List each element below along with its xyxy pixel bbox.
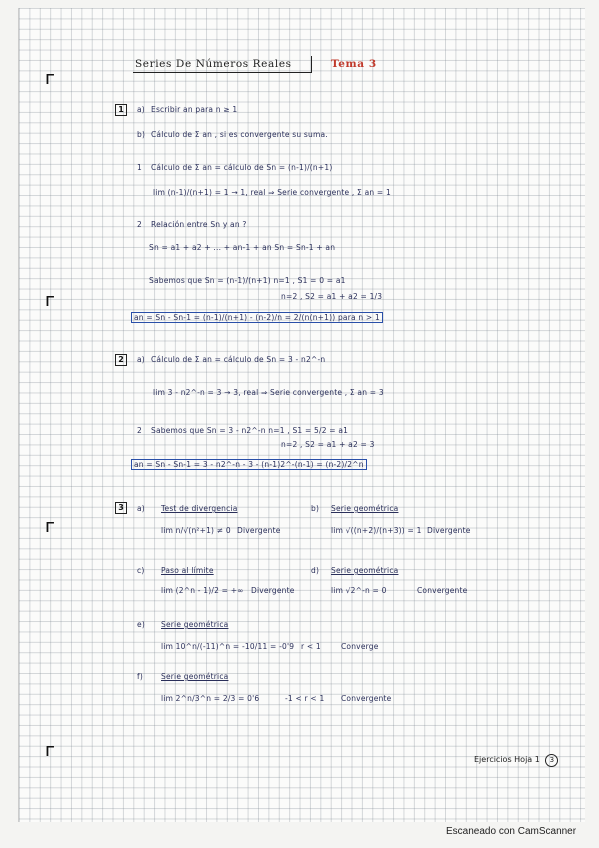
ex1-step2-line: Sn = a1 + a2 + ... + an-1 + an Sn = Sn-1 + an <box>149 243 336 252</box>
ex3-f-result: Convergente <box>341 694 392 703</box>
ex2-b-line: n=2 , S2 = a1 + a2 = 3 <box>281 440 375 449</box>
ex3-b-result: Divergente <box>427 526 471 535</box>
exercise-number: 3 <box>115 502 127 514</box>
ex3-e-label: e) <box>137 620 145 629</box>
ex3-c-label: c) <box>137 566 145 575</box>
page-title: Series De Números Reales <box>135 58 292 70</box>
footer-text: Ejercicios Hoja 1 <box>474 755 540 764</box>
binder-ring-icon: ᴦ <box>45 68 56 89</box>
ex1-step2-result <box>131 313 383 322</box>
ex1-b-text: Cálculo de Σ an , si es convergente su suma. <box>151 130 328 139</box>
grid-paper-sheet <box>18 8 585 822</box>
ex3-b-expr: lim √((n+2)/(n+3)) = 1 <box>331 526 422 535</box>
page-number: 3 <box>545 754 558 767</box>
ex3-e-extra: r < 1 <box>301 642 321 651</box>
ex3-f-label: f) <box>137 672 143 681</box>
ex3-c-title: Paso al límite <box>161 566 214 575</box>
ex1-result-box: an = Sn - Sn-1 = (n-1)/(n+1) - (n-2)/n = 2/(n(n+1)) para n > 1 <box>131 312 383 323</box>
ex3-d-expr: lim √2^-n = 0 <box>331 586 387 595</box>
ex1-a-text: Escribir an para n ≥ 1 <box>151 105 238 114</box>
ex2-result-box: an = Sn - Sn-1 = 3 - n2^-n - 3 - (n-1)2^-(n-1) = (n-2)/2^n <box>131 459 367 470</box>
ex1-step2-line: Sabemos que Sn = (n-1)/(n+1) n=1 , S1 = 0 = a1 <box>149 276 346 285</box>
ex1-b-label: b) <box>137 130 146 139</box>
page-footer <box>474 754 558 767</box>
ex3-b-label: b) <box>311 504 320 513</box>
binder-ring-icon: ᴦ <box>45 740 56 761</box>
ex3-a-label: a) <box>137 504 145 513</box>
exercise-number: 1 <box>115 104 127 116</box>
binder-ring-icon: ᴦ <box>45 290 56 311</box>
ex3-f-expr: lim 2^n/3^n = 2/3 = 0'6 <box>161 694 260 703</box>
ex2-b-result <box>131 460 367 469</box>
ex3-a-result: Divergente <box>237 526 281 535</box>
scanner-watermark: Escaneado con CamScanner <box>446 826 577 837</box>
ex3-b-title: Serie geométrica <box>331 504 399 513</box>
ex3-e-title: Serie geométrica <box>161 620 229 629</box>
ex1-step2-line: n=2 , S2 = a1 + a2 = 1/3 <box>281 292 383 301</box>
ex3-c-expr: lim (2^n - 1)/2 = +∞ <box>161 586 244 595</box>
ex3-e-result: Converge <box>341 642 379 651</box>
binder-ring-icon: ᴦ <box>45 516 56 537</box>
ex3-f-extra: -1 < r < 1 <box>285 694 325 703</box>
ex1-step2-text: Relación entre Sn y an ? <box>151 220 247 229</box>
ex2-b-text: Sabemos que Sn = 3 - n2^-n n=1 , S1 = 5/2 = a1 <box>151 426 349 435</box>
ex3-c-result: Divergente <box>251 586 295 595</box>
ex3-d-label: d) <box>311 566 320 575</box>
ex1-step2-number: 2 <box>137 220 142 229</box>
topic-label: Tema 3 <box>331 58 377 70</box>
ex3-f-title: Serie geométrica <box>161 672 229 681</box>
ex1-a-label: a) <box>137 105 145 114</box>
ex1-step1-number: 1 <box>137 163 142 172</box>
ex1-step1-limit: lim (n-1)/(n+1) = 1 → 1, real ⇒ Serie convergente , Σ an = 1 <box>153 188 391 197</box>
ex2-a-text: Cálculo de Σ an = cálculo de Sn = 3 - n2^-n <box>151 355 326 364</box>
ex3-d-result: Convergente <box>417 586 468 595</box>
exercise-number: 2 <box>115 354 127 366</box>
ex3-e-expr: lim 10^n/(-11)^n = -10/11 = -0'9 <box>161 642 295 651</box>
ex2-b-number: 2 <box>137 426 142 435</box>
ex1-step1-text: Cálculo de Σ an = cálculo de Sn = (n-1)/(n+1) <box>151 163 333 172</box>
ex2-a-label: a) <box>137 355 145 364</box>
ex3-a-title: Test de divergencia <box>161 504 238 513</box>
ex3-a-expr: lim n/√(n²+1) ≠ 0 <box>161 526 231 535</box>
ex2-a-limit: lim 3 - n2^-n = 3 → 3, real ⇒ Serie convergente , Σ an = 3 <box>153 388 384 397</box>
ex3-d-title: Serie geométrica <box>331 566 399 575</box>
